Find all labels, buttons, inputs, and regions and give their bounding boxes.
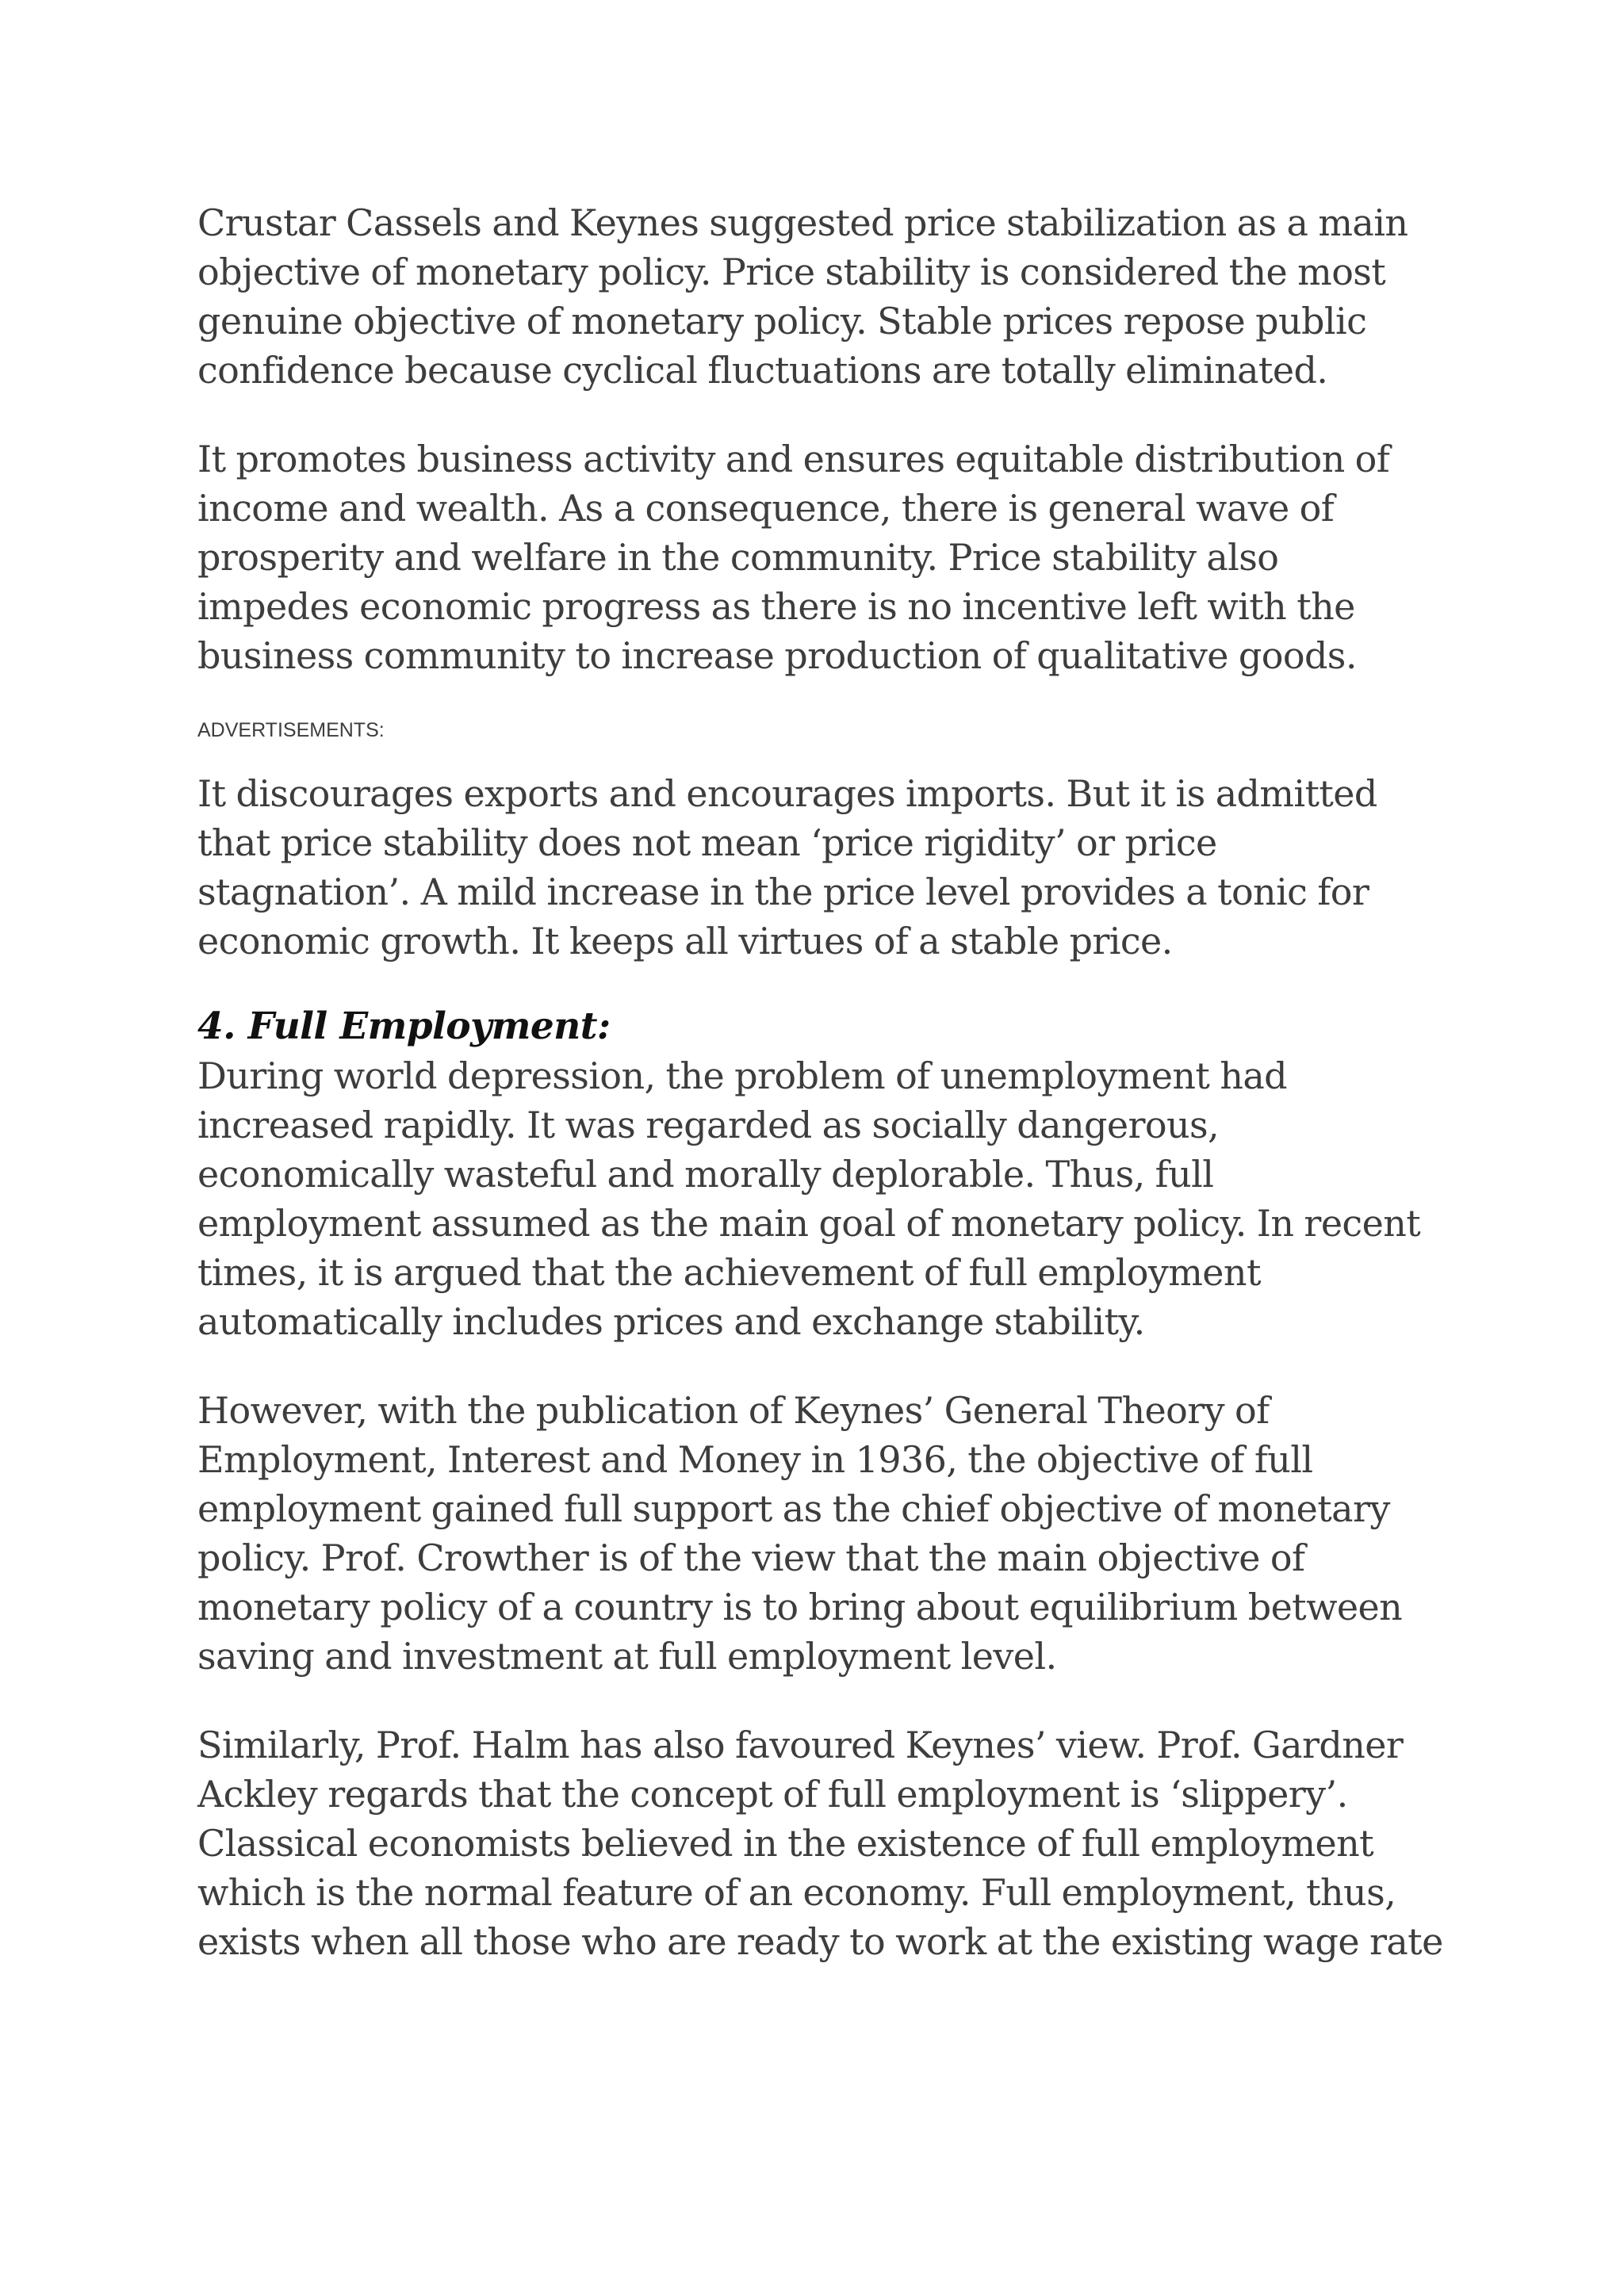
text-line: business community to increase production of qualitative goods. bbox=[197, 634, 1357, 677]
section-heading-full-employment: 4. Full Employment: bbox=[197, 1004, 611, 1048]
text-line: income and wealth. As a consequence, there is general wave of bbox=[197, 487, 1335, 530]
text-line: stagnation’. A mild increase in the price level provides a tonic for bbox=[197, 871, 1369, 913]
text-line: It discourages exports and encourages imports. But it is admitted bbox=[197, 772, 1377, 815]
text-line: Employment, Interest and Money in 1936, the objective of full bbox=[197, 1438, 1313, 1481]
paragraph-price-stabilization bbox=[197, 198, 1450, 395]
text-line: impedes economic progress as there is no incentive left with the bbox=[197, 585, 1355, 628]
text-line: employment assumed as the main goal of monetary policy. In recent bbox=[197, 1202, 1421, 1245]
text-line: exists when all those who are ready to work at the existing wage rate bbox=[197, 1920, 1443, 1963]
text-line: policy. Prof. Crowther is of the view that the main objective of bbox=[197, 1536, 1305, 1579]
text-line: objective of monetary policy. Price stability is considered the most bbox=[197, 251, 1386, 293]
advertisements-label: ADVERTISEMENTS: bbox=[197, 719, 385, 741]
text-line: automatically includes prices and exchange stability. bbox=[197, 1300, 1145, 1343]
paragraph-exports-imports bbox=[197, 769, 1450, 966]
text-line: Classical economists believed in the existence of full employment bbox=[197, 1822, 1374, 1865]
text-line: monetary policy of a country is to bring about equilibrium between bbox=[197, 1586, 1403, 1628]
text-line: economic growth. It keeps all virtues of a stable price. bbox=[197, 920, 1173, 962]
text-line: genuine objective of monetary policy. Stable prices repose public bbox=[197, 300, 1367, 342]
text-line: During world depression, the problem of unemployment had bbox=[197, 1054, 1288, 1097]
paragraph-world-depression bbox=[197, 1051, 1450, 1346]
text-line: times, it is argued that the achievement of full employment bbox=[197, 1251, 1261, 1294]
text-line: Similarly, Prof. Halm has also favoured Keynes’ view. Prof. Gardner bbox=[197, 1724, 1404, 1766]
text-line: Crustar Cassels and Keynes suggested price stabilization as a main bbox=[197, 201, 1408, 244]
text-line: saving and investment at full employment level. bbox=[197, 1635, 1057, 1678]
text-line: increased rapidly. It was regarded as socially dangerous, bbox=[197, 1104, 1219, 1146]
text-line: prosperity and welfare in the community. Price stability also bbox=[197, 536, 1279, 579]
document-page bbox=[197, 198, 1450, 1966]
paragraph-business-activity bbox=[197, 434, 1450, 680]
text-line: confidence because cyclical fluctuations are totally eliminated. bbox=[197, 349, 1328, 392]
paragraph-keynes-general-theory bbox=[197, 1386, 1450, 1681]
text-line: It promotes business activity and ensures equitable distribution of bbox=[197, 438, 1390, 480]
text-line: which is the normal feature of an economy. Full employment, thus, bbox=[197, 1871, 1396, 1914]
text-line: Ackley regards that the concept of full employment is ‘slippery’. bbox=[197, 1773, 1348, 1816]
text-line: However, with the publication of Keynes’ General Theory of bbox=[197, 1389, 1270, 1432]
text-line: that price stability does not mean ‘price rigidity’ or price bbox=[197, 821, 1217, 864]
text-line: economically wasteful and morally deplorable. Thus, full bbox=[197, 1153, 1214, 1196]
paragraph-halm-ackley bbox=[197, 1720, 1450, 1966]
text-line: employment gained full support as the chief objective of monetary bbox=[197, 1487, 1390, 1530]
